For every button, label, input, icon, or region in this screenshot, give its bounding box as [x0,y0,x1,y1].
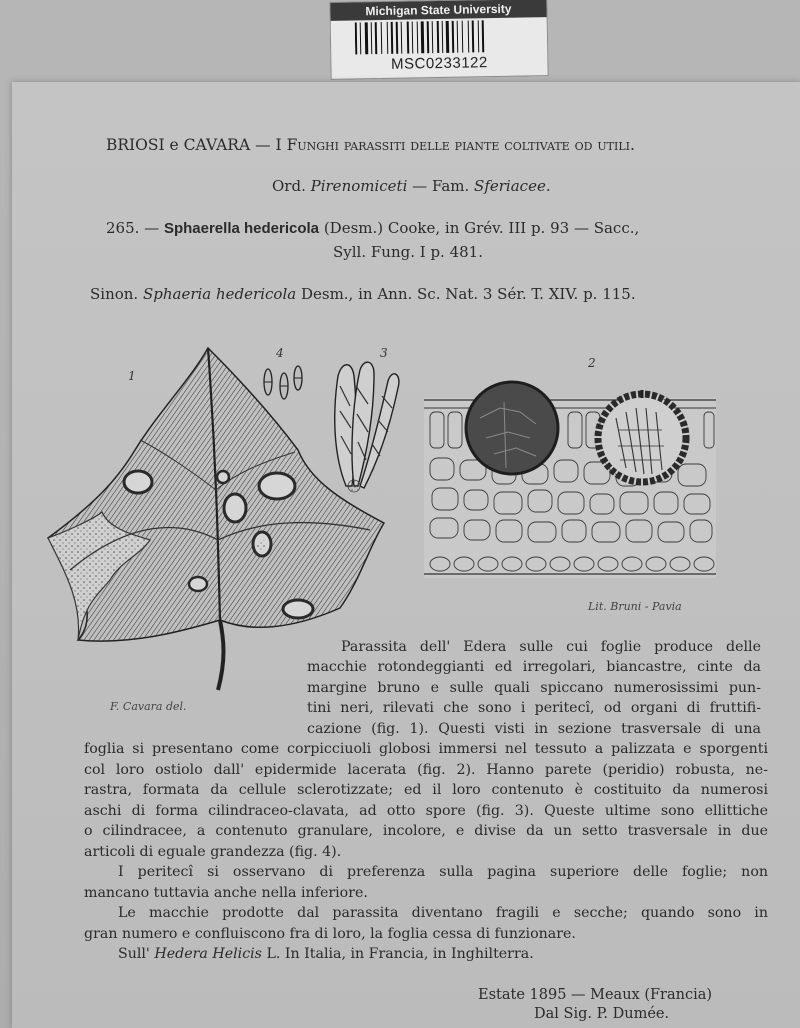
barcode-label [329,0,548,80]
figure-4-number: 4 [276,346,284,360]
species-name: Sphaerella hedericola [163,220,320,237]
figure-1-number: 1 [128,369,136,383]
species-number: 265. — [106,219,160,237]
synonym-line: Sinon. Sphaeria hedericola Desm., in Ann. Sc. Nat. 3 Sér. T. XIV. p. 115. [90,285,636,303]
artist-credit: F. Cavara del. [110,700,187,713]
barcode-id: MSC0233122 [390,54,488,73]
figure-3-asci [326,356,406,496]
institution-name: Michigan State University [330,0,546,21]
series-title: I Funghi parassiti delle piante coltivate od utili. [275,136,635,154]
figure-2-number: 2 [588,356,596,370]
species-line [106,219,639,237]
host-name: Hedera Helicis [154,946,262,962]
species-authority: (Desm.) Cooke, in Grév. III p. 93 — Sacc., [323,219,640,237]
authors: BRIOSI e CAVARA [106,136,251,154]
figure-3-number: 3 [380,346,388,360]
figure-4-spores [258,360,308,405]
species-ref-line: Syll. Fung. I p. 481. [333,243,483,261]
family-name: Sferiacee. [474,177,551,195]
synonym-name: Sphaeria hedericola [142,285,297,303]
classification-line: Ord. Pirenomiceti — Fam. Sferiacee. [272,177,551,195]
order-name: Pirenomiceti [310,177,408,195]
header-line: BRIOSI e CAVARA — I Funghi parassiti delle piante coltivate od utili. [106,136,635,154]
lithographer-credit: Lit. Bruni - Pavia [588,600,682,613]
collector: Dal Sig. P. Dumée. [534,1006,670,1022]
figure-2-leaf-section [420,368,720,583]
collection-date-place: Estate 1895 — Meaux (Francia) [478,987,713,1003]
barcode-icon [355,20,526,57]
host-line: Sull' Hedera Helicis L. In Italia, in Francia, in Inghilterra. [118,946,534,962]
